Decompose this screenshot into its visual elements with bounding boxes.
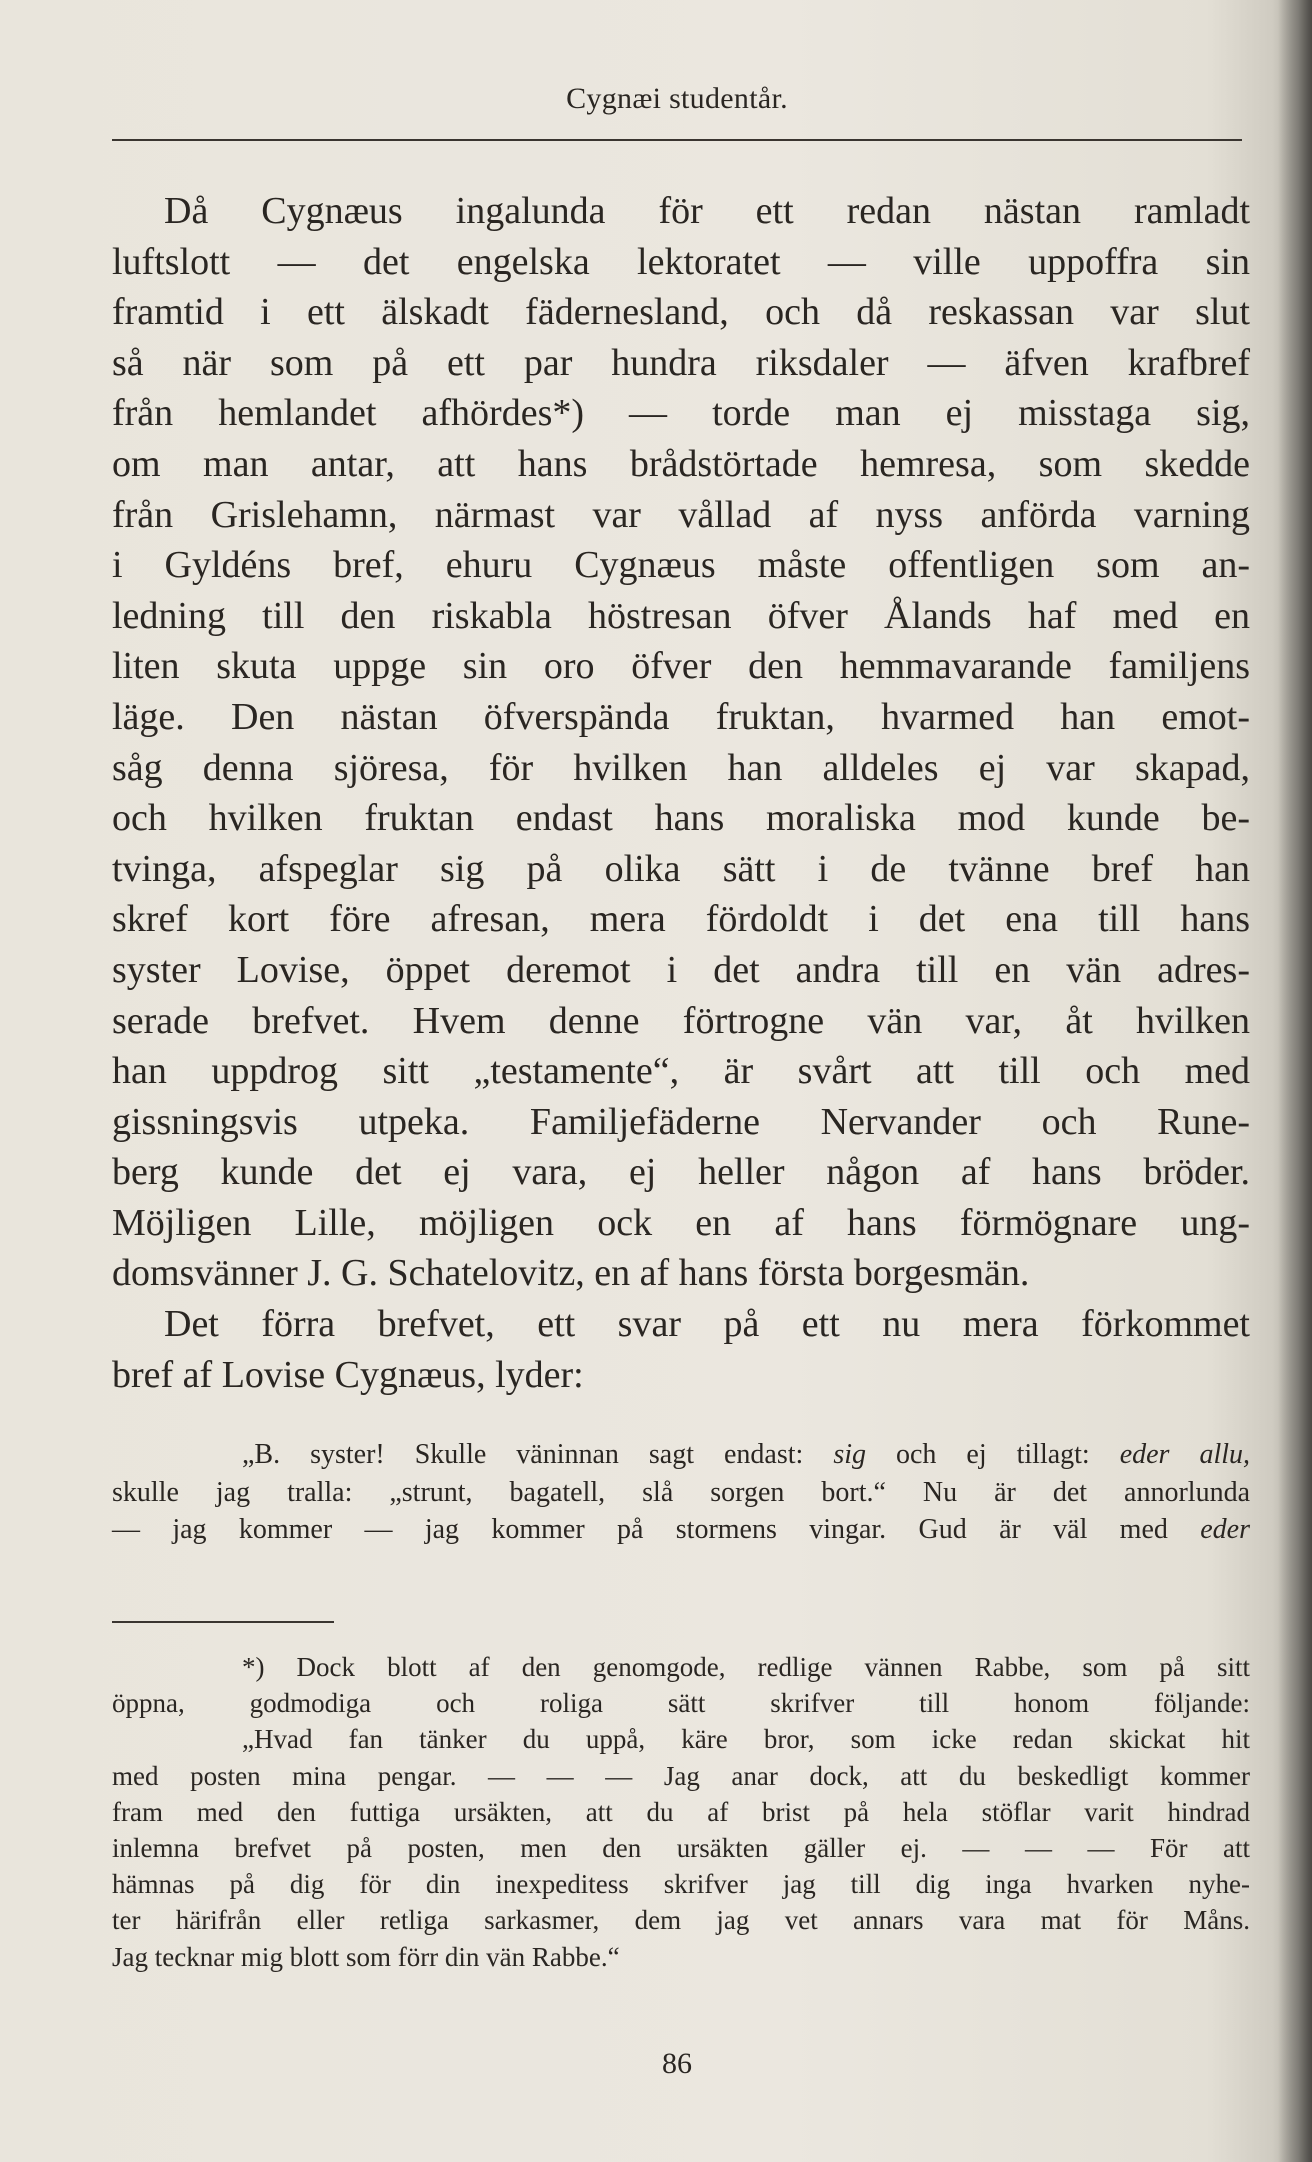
quote-line: skulle jag tralla: „strunt, bagatell, slå sorgen bort.“ Nu är det annorlunda <box>112 1476 1250 1508</box>
body-line: läge. Den nästan öfverspända fruktan, hvarmed han emot- <box>112 695 1250 738</box>
page-gutter-shadow <box>1278 0 1312 2162</box>
body-line: domsvänner J. G. Schatelovitz, en af hans första borgesmän. <box>112 1252 1030 1295</box>
body-line: och hvilken fruktan endast hans moraliska mod kunde be- <box>112 797 1250 840</box>
body-line: i Gyldéns bref, ehuru Cygnæus måste offentligen som an- <box>112 544 1250 587</box>
quote-text: — jag kommer — jag kommer på stormens vingar. Gud är väl med <box>112 1514 1201 1545</box>
footnote-rule <box>112 1621 334 1623</box>
footnote-line: „Hvad fan tänker du uppå, käre bror, som icke redan skickat hit <box>242 1724 1250 1755</box>
letter-quote <box>112 1436 1250 1549</box>
header-rule <box>112 139 1242 141</box>
footnote-line: *) Dock blott af den genomgode, redlige vännen Rabbe, som på sitt <box>242 1652 1250 1682</box>
body-line: berg kunde det ej vara, ej heller någon af hans bröder. <box>112 1151 1250 1194</box>
quote-text: och ej tillagt: <box>866 1439 1120 1470</box>
body-line: om man antar, att hans brådstörtade hemresa, som skedde <box>112 442 1250 485</box>
body-line: ledning till den riskabla höstresan öfver Ålands haf med en <box>112 594 1250 637</box>
footnote <box>112 1649 1250 1975</box>
footnote-line: hämnas på dig för din inexpeditess skrifver jag till dig inga hvarken nyhe- <box>112 1869 1250 1900</box>
body-line: syster Lovise, öppet deremot i det andra till en vän adres- <box>112 948 1250 991</box>
footnote-line: Jag tecknar mig blott som förr din vän Rabbe.“ <box>112 1941 620 1972</box>
body-line: gissningsvis utpeka. Familjefäderne Nervander och Rune- <box>112 1100 1250 1143</box>
body-line: liten skuta uppge sin oro öfver den hemmavarande familjens <box>112 645 1250 688</box>
quote-text: „B. syster! Skulle väninnan sagt endast: <box>242 1439 834 1470</box>
body-line: från hemlandet afhördes*) — torde man ej misstaga sig, <box>112 392 1250 435</box>
running-head: Cygnæi studentår. <box>566 82 788 115</box>
page-number: 86 <box>662 2047 692 2080</box>
body-line: Det förra brefvet, ett svar på ett nu mera förkommet <box>164 1303 1250 1346</box>
footnote-line: fram med den futtiga ursäkten, att du af brist på hela stöflar varit hindrad <box>112 1796 1250 1827</box>
quote-emphasis: sig <box>833 1439 866 1470</box>
body-line: Möjligen Lille, möjligen ock en af hans förmögnare ung- <box>112 1201 1250 1244</box>
body-line: tvinga, afspeglar sig på olika sätt i de tvänne bref han <box>112 847 1250 890</box>
body-line: framtid i ett älskadt fädernesland, och då reskassan var slut <box>112 291 1250 334</box>
body-line: Då Cygnæus ingalunda för ett redan nästan ramladt <box>164 190 1250 232</box>
body-line: serade brefvet. Hvem denne förtrogne vän var, åt hvilken <box>112 999 1250 1042</box>
footnote-line: öppna, godmodiga och roliga sätt skrifver till honom följande: <box>112 1688 1250 1719</box>
body-line: skref kort före afresan, mera fördoldt i det ena till hans <box>112 898 1250 941</box>
footnote-line: ter härifrån eller retliga sarkasmer, dem jag vet annars vara mat för Måns. <box>112 1905 1250 1936</box>
body-line: han uppdrog sitt „testamente“, är svårt att till och med <box>112 1050 1250 1093</box>
quote-emphasis: eder allu, <box>1119 1439 1251 1470</box>
body-line: luftslott — det engelska lektoratet — ville uppoffra sin <box>112 240 1250 283</box>
quote-emphasis: eder <box>1200 1514 1250 1545</box>
body-line: från Grislehamn, närmast var vållad af nyss anförda varning <box>112 493 1250 536</box>
footnote-line: inlemna brefvet på posten, men den ursäkten gäller ej. — — — För att <box>112 1833 1250 1864</box>
footnote-line: med posten mina pengar. — — — Jag anar dock, att du beskedligt kommer <box>112 1760 1250 1791</box>
body-line: bref af Lovise Cygnæus, lyder: <box>112 1353 584 1396</box>
quote-line <box>112 1511 1250 1549</box>
body-line: såg denna sjöresa, för hvilken han alldeles ej var skapad, <box>112 746 1250 789</box>
body-line: så när som på ett par hundra riksdaler — äfven krafbref <box>112 341 1250 384</box>
body-text <box>112 186 1250 1400</box>
quote-line <box>112 1436 1250 1474</box>
